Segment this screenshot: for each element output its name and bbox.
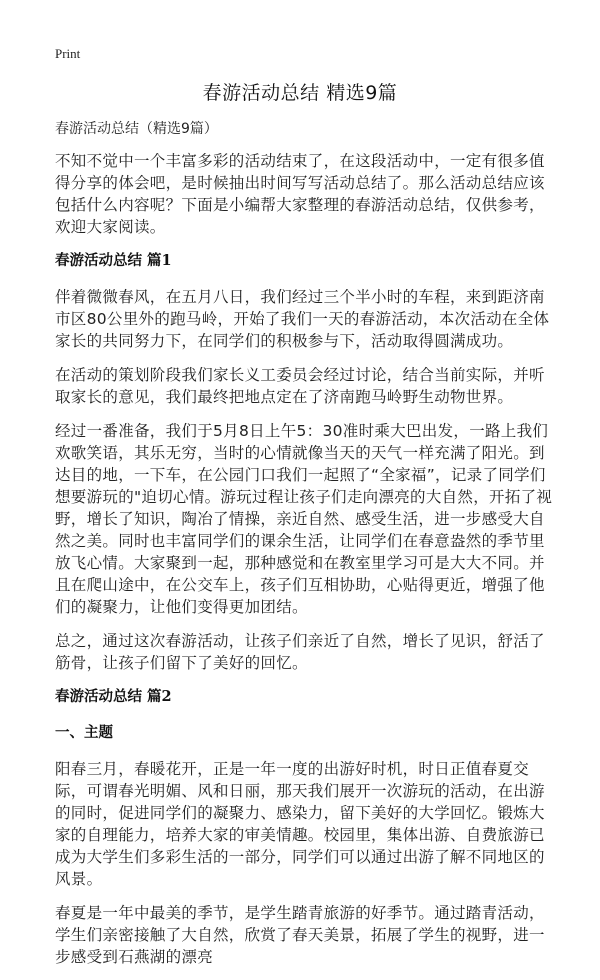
- intro-paragraph: 不知不觉中一个丰富多彩的活动结束了，在这段活动中，一定有很多值得分享的体会吧，是时候抽出时间写写活动总结了。那么活动总结应该包括什么内容呢？下面是小编帮大家整理的春游活动总结，仅供参考，欢迎大家阅读。: [55, 152, 545, 236]
- paragraph: 在活动的策划阶段我们家长义工委员会经过讨论，结合当前实际，并听取家长的意见，我们最终把地点定在了济南跑马岭野生动物世界。: [55, 366, 545, 406]
- section-heading: 春游活动总结 篇2: [55, 688, 172, 705]
- paragraph: 伴着微微春风，在五月八日，我们经过三个半小时的车程，来到距济南市区80公里外的跑马岭，开始了我们一天的春游活动，本次活动在全体家长的共同努力下，在同学们的积极参与下，活动取得圆满成功。: [55, 288, 550, 350]
- section-subheading: 一、主题: [55, 724, 113, 741]
- paragraph: 阳春三月，春暖花开，正是一年一度的出游好时机，时日正值春夏交际，可谓春光明媚、风和日丽，那天我们展开一次游玩的活动，在出游的同时，促进同学们的凝聚力、感染力，留下美好的大学回忆。锻炼大家的自理能力，培养大家的审美情趣。校园里，集体出游、自费旅游已成为大学生们多彩生活的一部分，同学们可以通过出游了解不同地区的风景。: [55, 760, 545, 888]
- section-2: [55, 686, 555, 968]
- document-title: 春游活动总结 精选9篇: [202, 82, 398, 104]
- document-body: [55, 118, 555, 980]
- paragraph: 春夏是一年中最美的季节，是学生踏青旅游的好季节。通过踏青活动，学生们亲密接触了大自然，欣赏了春天美景，拓展了学生的视野，进一步感受到石燕湖的漂亮: [55, 904, 545, 966]
- print-label: Print: [55, 46, 81, 61]
- section-heading: 春游活动总结 篇1: [55, 252, 172, 269]
- document-subtitle: 春游活动总结（精选9篇）: [55, 121, 218, 137]
- paragraph: 总之，通过这次春游活动，让孩子们亲近了自然，增长了见识，舒活了筋骨，让孩子们留下了美好的回忆。: [55, 632, 545, 672]
- paragraph: 经过一番准备，我们于5月8日上午5：30准时乘大巴出发，一路上我们欢歌笑语，其乐无穷，当时的心情就像当天的天气一样充满了阳光。到达目的地，一下车，在公园门口我们一起照了“全家福”，记录了同学们想要游玩的"迫切心情。游玩过程让孩子们走向漂亮的大自然，开拓了视野，增长了知识，陶冶了情操，亲近自然、感受生活，进一步感受大自然之美。同时也丰富同学们的课余生活，让同学们在春意盎然的季节里放飞心情。大家聚到一起，那种感觉和在教室里学习可是大大不同。并且在爬山途中，在公交车上，孩子们互相协助，心贴得更近，增强了他们的凝聚力，让他们变得更加团结。: [55, 422, 553, 616]
- section-1: [55, 250, 555, 674]
